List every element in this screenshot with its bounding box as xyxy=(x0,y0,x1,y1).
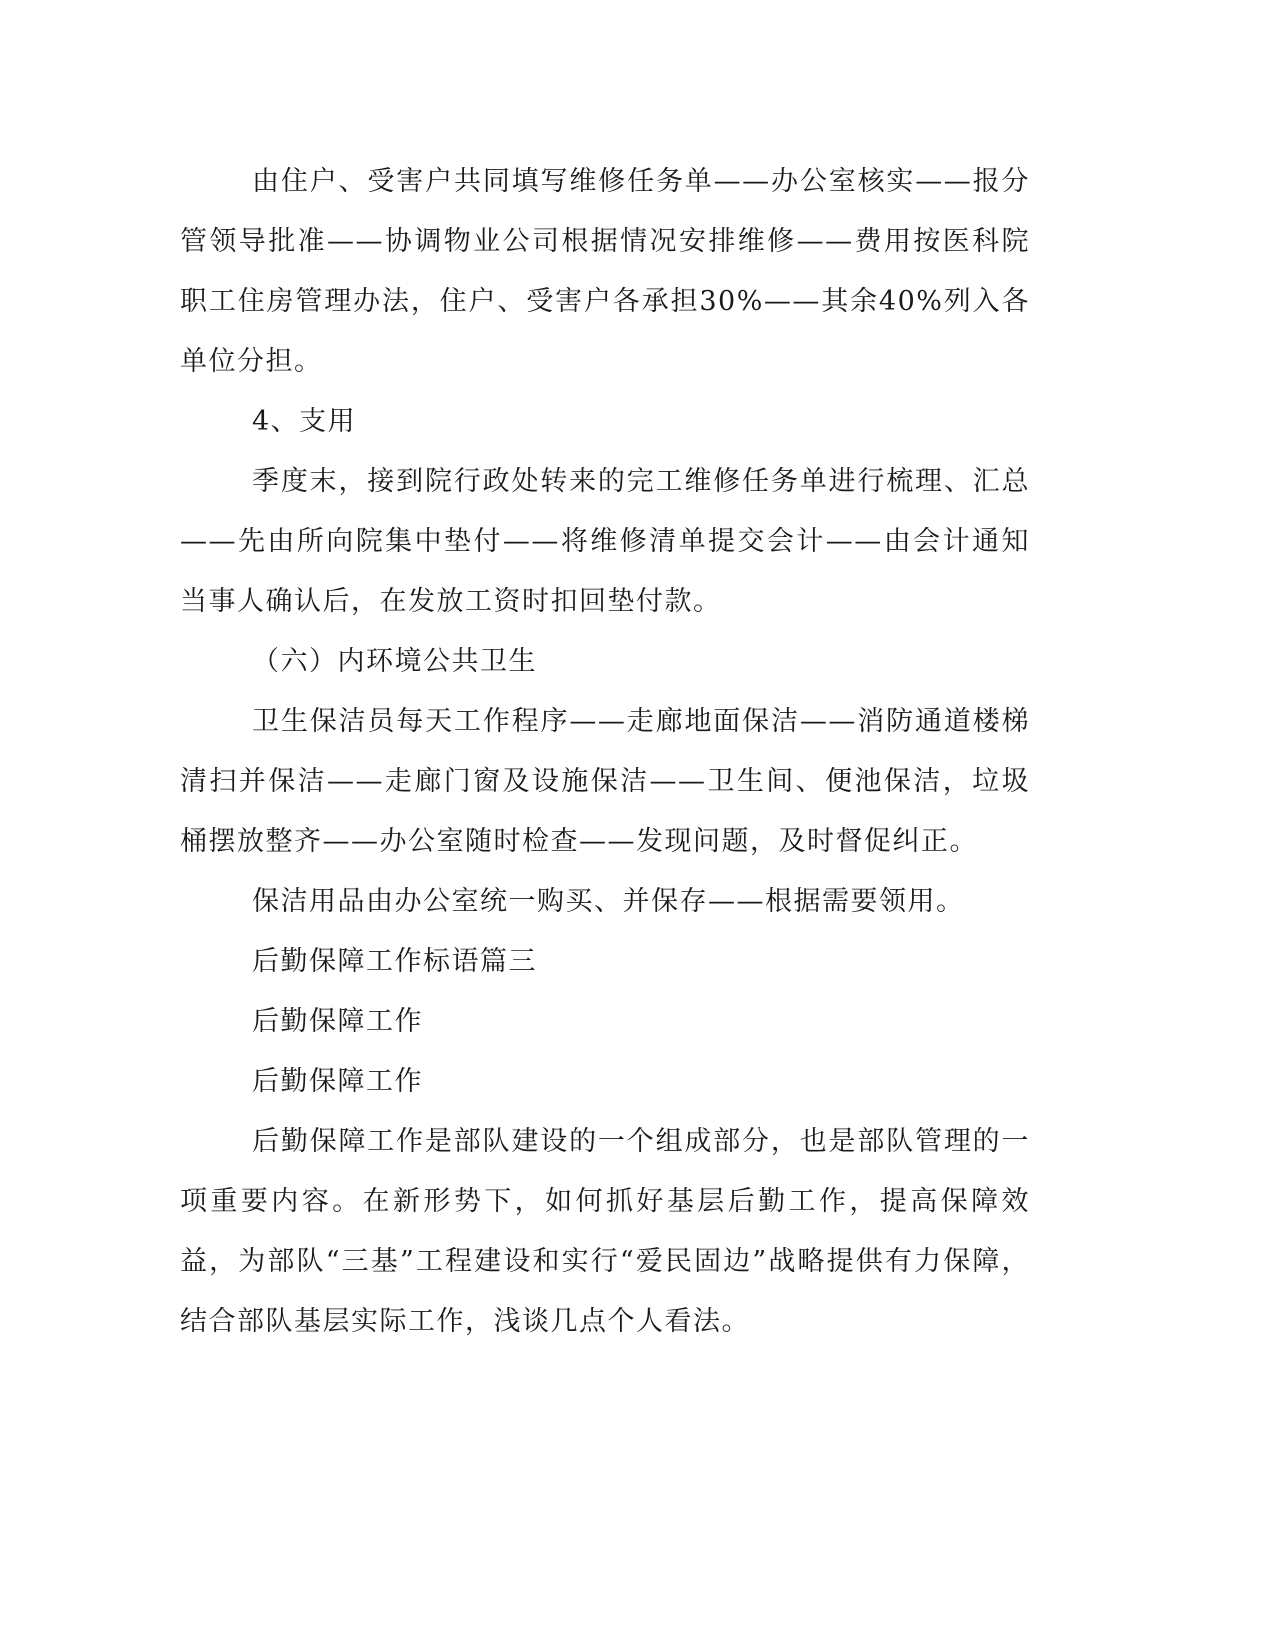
paragraph-repair-procedure: 由住户、受害户共同填写维修任务单——办公室核实——报分管领导批准——协调物业公司根据情况安排维修——费用按医科院职工住房管理办法，住户、受害户各承担30%——其余40%列入各单位分担。 xyxy=(180,166,1030,377)
heading-logistics-work-2: 后勤保障工作 xyxy=(252,1066,423,1097)
paragraph-cleaning-procedure: 卫生保洁员每天工作程序——走廊地面保洁——消防通道楼梯清扫并保洁——走廊门窗及设施保洁——卫生间、便池保洁，垃圾桶摆放整齐——办公室随时检查——发现问题，及时督促纠正。 xyxy=(180,706,1030,857)
heading-logistics-work-1: 后勤保障工作 xyxy=(252,1006,423,1037)
paragraph-cleaning-supplies: 保洁用品由办公室统一购买、并保存——根据需要领用。 xyxy=(252,886,965,917)
document-body xyxy=(180,152,1030,1352)
heading-public-hygiene: （六）内环境公共卫生 xyxy=(252,646,537,677)
paragraph-logistics-intro: 后勤保障工作是部队建设的一个组成部分，也是部队管理的一项重要内容。在新形势下，如何抓好基层后勤工作，提高保障效益，为部队“三基”工程建设和实行“爱民固边”战略提供有力保障，结合部队基层实际工作，浅谈几点个人看法。 xyxy=(180,1126,1030,1337)
heading-disbursement: 4、支用 xyxy=(252,406,357,437)
paragraph-quarter-end: 季度末，接到院行政处转来的完工维修任务单进行梳理、汇总——先由所向院集中垫付——将维修清单提交会计——由会计通知当事人确认后，在发放工资时扣回垫付款。 xyxy=(180,466,1030,617)
heading-slogan-part-three: 后勤保障工作标语篇三 xyxy=(252,946,537,977)
